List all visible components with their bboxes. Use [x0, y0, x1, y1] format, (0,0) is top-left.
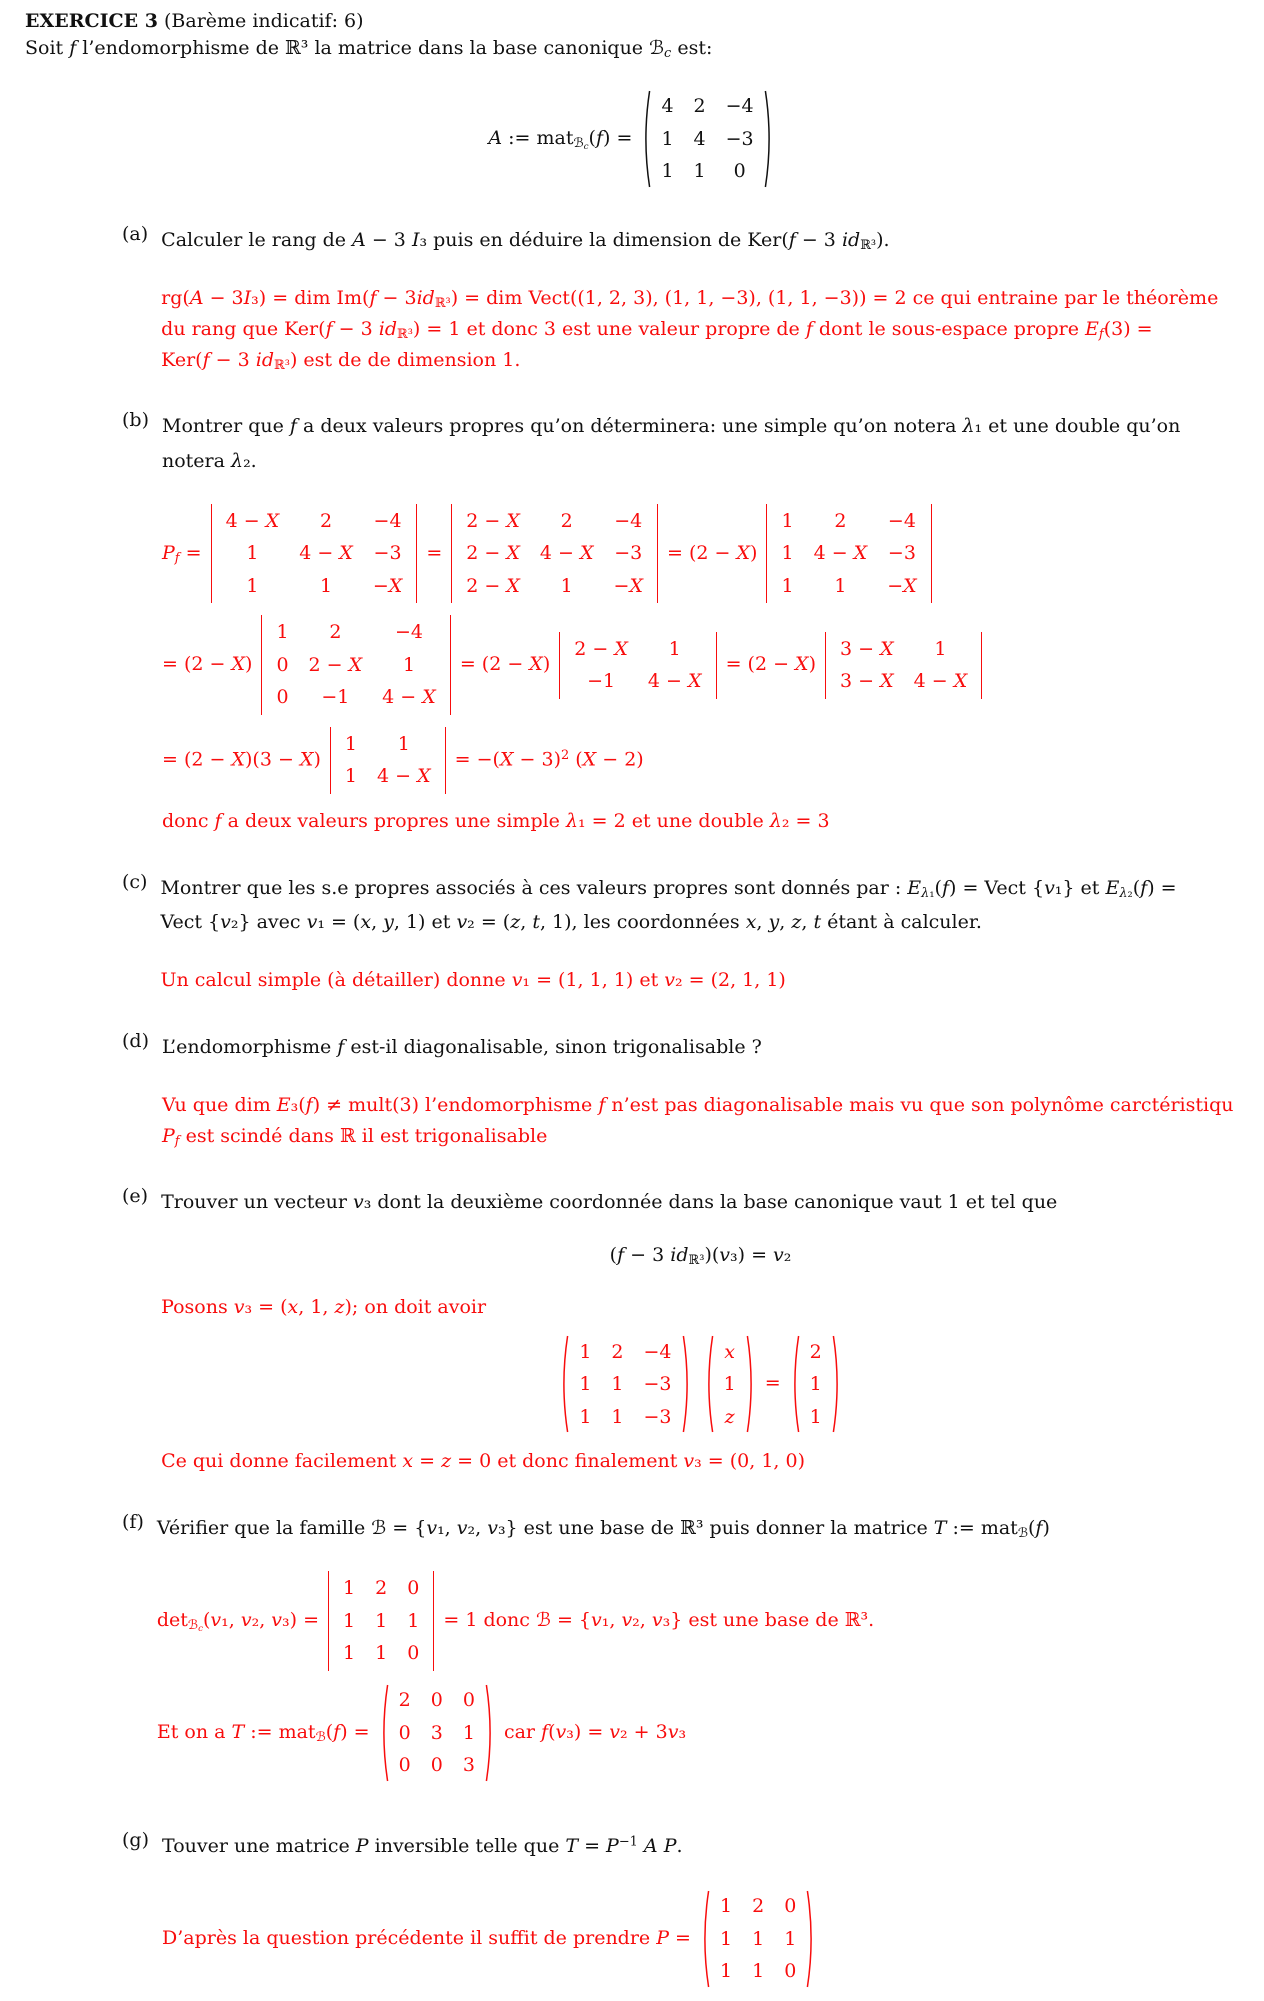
item-c-content [160, 871, 1240, 996]
text-line: Vect {v₂} avec v₁ = (x, y, 1) et v₂ = (z, t, 1), les coordonnées x, y, z, t étant à calculer. [160, 910, 982, 933]
item-f-label: (f) [122, 1511, 144, 1534]
text-line: Un calcul simple (à détailler) donne v₁ = (1, 1, 1) et v₂ = (2, 1, 1) [160, 969, 786, 991]
item-g-question [162, 1829, 1240, 1863]
item-g-content [162, 1829, 1240, 2001]
determinant: 1 1 1 4 − X [330, 727, 446, 794]
item-d-question [162, 1030, 1240, 1064]
item-b-answer [162, 504, 1240, 837]
right-paren [806, 1889, 816, 1989]
item-a-answer [161, 283, 1240, 375]
item-d-answer [162, 1090, 1240, 1152]
text-line: L’endomorphisme f est-il diagonalisable, sinon trigonalisable ? [162, 1035, 762, 1058]
text-line: notera λ₂. [162, 449, 257, 472]
item-e-equation: (f − 3 $id_{ℝ^3})(v_3) = v_2$ [609, 1243, 792, 1268]
item-g [122, 1829, 1240, 2001]
intro-text: Soit f l’endomorphisme de ℝ³ la matrice dans la base canonique ℬ$_c$ est: [25, 37, 713, 62]
right-paren [764, 89, 774, 189]
item-d-label: (d) [122, 1029, 149, 1052]
matrix-system-equation: 1 2 −4 1 1 −3 1 1 −3 x 1 z = 2 1 1 [161, 1334, 1240, 1434]
item-e-label: (e) [122, 1185, 149, 1208]
derivation-line-3: = (2 − X)(3 − X) 1 1 1 4 − X = $-(X - 3)^2$ (X − 2) [162, 727, 1240, 794]
item-a-question [161, 223, 1240, 257]
text-line: Montrer que les s.e propres associés à ces valeurs propres sont donnés par : $E_{\lambda_1}(f)$ = Vect {v₁} et $E_{\lambda_2}(f)$ = [160, 876, 1177, 901]
left-paren [559, 1334, 569, 1434]
left-paren [790, 1334, 800, 1434]
item-d-content [162, 1030, 1240, 1152]
left-paren [641, 89, 651, 189]
derivation-line-1: $P_f$ = 4 − X 2 −4 1 4 − X −3 1 1 −X = 2 − X 2 −4 2 − X 4 − X −3 2 − X 1 −X = (2 − X) 1 2 −4 1 4 − X −3 1 1 −X [162, 504, 1240, 604]
item-e-answer [161, 1292, 1240, 1478]
determinant: 1 2 0 1 1 1 1 1 0 [328, 1571, 434, 1671]
item-f [122, 1511, 1240, 1795]
determinant: 2 − X 1 −1 4 − X [559, 632, 716, 699]
text-line: Montrer que f a deux valeurs propres qu’on déterminera: une simple qu’on notera λ₁ et une double qu’on [162, 415, 1181, 438]
exercise-title: EXERCICE 3 [25, 10, 158, 32]
text-line: Vu que dim E₃(f) ≠ mult(3) l’endomorphisme f n’est pas diagonalisable mais vu que son polynôme carctéristiqu [162, 1093, 1234, 1116]
item-f-content [157, 1511, 1240, 1795]
determinant: 2 − X 2 −4 2 − X 4 − X −3 2 − X 1 −X [451, 504, 658, 604]
determinant-check-line: $\det_{ℬ_c}(v_1$, v₂, v₃) = 1 2 0 1 1 1 1 1 0 = 1 donc ℬ = {v₁, v₂, v₃} est une base de ℝ³. [157, 1571, 1240, 1671]
item-b-question [162, 409, 1240, 477]
text-line: Posons v₃ = (x, 1, z); on doit avoir [161, 1295, 487, 1318]
matrix: 1 2 0 1 1 1 1 1 0 [700, 1889, 816, 1989]
left-paren [700, 1889, 710, 1989]
item-e-content [161, 1185, 1240, 1477]
determinant: 1 2 −4 1 4 − X −3 1 1 −X [766, 504, 931, 604]
exercise-header [25, 10, 1240, 32]
text-line: Ker(f − 3 $id_{ℝ^3}$) est de de dimension 1. [161, 348, 521, 373]
item-b-content [162, 409, 1240, 836]
conclusion-line: donc f a deux valeurs propres une simple λ₁ = 2 et une double λ₂ = 3 [162, 809, 830, 832]
matrix: 4 2 −4 1 4 −3 1 1 0 [641, 89, 773, 189]
matrix-p-line: D’après la question précédente il suffit de prendre P = 1 2 0 1 1 1 1 1 0 [162, 1889, 1240, 1989]
left-paren [704, 1334, 714, 1434]
right-paren [682, 1334, 692, 1434]
text-line: du rang que Ker(f − 3 $id_{ℝ^3}) = 1$ et donc 3 est une valeur propre de f dont le sous-espace propre $E_f(3)$ = [161, 317, 1153, 343]
derivation-line-2: = (2 − X) 1 2 −4 0 2 − X 1 0 −1 4 − X = (2 − X) 2 − X 1 −1 4 − X = (2 − X) 3 − X 1 3 − X 4 − X [162, 615, 1240, 715]
determinant: 1 2 −4 0 2 − X 1 0 −1 4 − X [261, 615, 450, 715]
text-line: Ce qui donne facilement x = z = 0 et donc finalement v₃ = (0, 1, 0) [161, 1450, 805, 1473]
right-paren [832, 1334, 842, 1434]
matrix-a-equation: A := mat$_{ℬ_c}$(f) = 4 2 −4 1 4 −3 1 1 0 [25, 89, 1240, 189]
matrix: 1 2 −4 1 1 −3 1 1 −3 [559, 1334, 691, 1434]
matrix-t-line: Et on a T := mat$_ℬ$(f) = 2 0 0 0 3 1 0 0 3 car f(v₃) = v₂ + 3v₃ [157, 1683, 1240, 1783]
item-d [122, 1030, 1240, 1152]
item-a-label: (a) [122, 223, 149, 245]
item-c-label: (c) [122, 870, 148, 893]
item-c [122, 871, 1240, 996]
item-c-answer [160, 965, 1240, 996]
item-b-label: (b) [122, 409, 149, 432]
text-line: Touver une matrice P inversible telle que $T = P^{-1}$ A P. [162, 1834, 683, 1857]
item-a [122, 223, 1240, 375]
determinant: 3 − X 1 3 − X 4 − X [825, 632, 982, 699]
matrix: x 1 z [704, 1334, 756, 1434]
matrix: 2 1 1 [790, 1334, 842, 1434]
right-paren [485, 1683, 495, 1783]
item-g-label: (g) [122, 1828, 149, 1851]
exercise-subtitle: (Barème indicatif: 6) [157, 10, 364, 32]
item-b [122, 409, 1240, 836]
item-f-answer [157, 1571, 1240, 1783]
item-c-question [160, 871, 1240, 939]
determinant: 4 − X 2 −4 1 4 − X −3 1 1 −X [211, 504, 418, 604]
text-line: Trouver un vecteur v₃ dont la deuxième coordonnée dans la base canonique vaut 1 et tel que [161, 1191, 1058, 1214]
text-line: rg(A − 3I₃) = dim $Im(f - 3id_{ℝ^3})$ = dim Vect((1, 2, 3), (1, 1, −3), (1, 1, −3)) = 2 ce qui entraine par le théorème [161, 287, 1219, 312]
item-a-content [161, 223, 1240, 375]
text-line: Calculer le rang de A − 3 I₃ puis en déduire la dimension de Ker(f − 3 $id_{ℝ^3}$). [161, 229, 890, 254]
item-g-answer [162, 1889, 1240, 1989]
left-paren [379, 1683, 389, 1783]
right-paren [746, 1334, 756, 1434]
item-e [122, 1185, 1240, 1477]
item-e-question [161, 1185, 1240, 1219]
item-f-question [157, 1511, 1240, 1545]
matrix: 2 0 0 0 3 1 0 0 3 [379, 1683, 495, 1783]
text-line: Vérifier que la famille ℬ = {v₁, v₂, v₃} est une base de ℝ³ puis donner la matrice T := mat$_ℬ$(f) [156, 1517, 1050, 1542]
text-line: $P_f$ est scindé dans ℝ il est trigonalisable [162, 1124, 548, 1149]
